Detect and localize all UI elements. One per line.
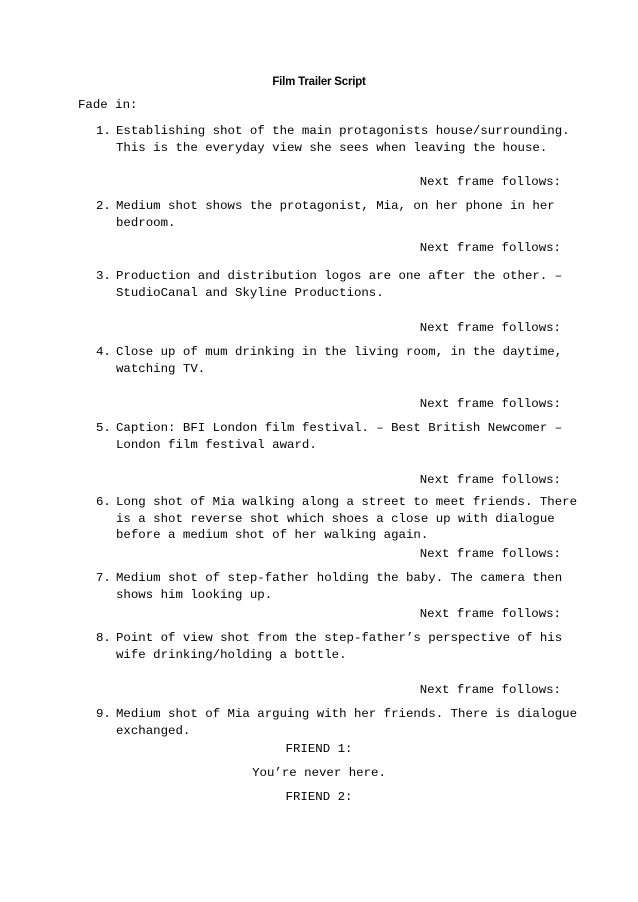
item-line: Long shot of Mia walking along a street to meet friends. There (116, 495, 578, 509)
item-line: Caption: BFI London film festival. – Best British Newcomer – (116, 421, 563, 435)
item-line: This is the everyday view she sees when leaving the house. (116, 140, 548, 155)
item-number: 2. (96, 199, 111, 213)
item-number: 8. (96, 631, 111, 645)
item-line: watching TV. (116, 361, 206, 376)
item-number: 3. (96, 269, 111, 283)
item-line: Medium shot shows the protagonist, Mia, on her phone in her (116, 199, 555, 213)
next-frame-label: Next frame follows: (419, 175, 561, 189)
dialogue-speaker: FRIEND 1: (285, 742, 353, 756)
next-frame-label: Next frame follows: (419, 683, 561, 697)
item-number: 5. (96, 421, 111, 435)
item-line: Medium shot of step-father holding the baby. The camera then (116, 571, 563, 585)
item-line: is a shot reverse shot which shoes a close up with dialogue (116, 511, 555, 526)
dialogue-line: You’re never here. (252, 766, 386, 780)
next-frame-label: Next frame follows: (419, 547, 561, 561)
next-frame-label: Next frame follows: (419, 607, 561, 621)
item-line: London film festival award. (116, 437, 317, 452)
item-line: before a medium shot of her walking again. (116, 528, 429, 542)
item-number: 9. (96, 707, 111, 721)
item-line: StudioCanal and Skyline Productions. (116, 285, 384, 300)
item-number: 7. (96, 571, 111, 585)
item-line: exchanged. (116, 723, 191, 738)
next-frame-label: Next frame follows: (419, 321, 561, 335)
next-frame-label: Next frame follows: (419, 473, 561, 487)
item-number: 6. (96, 495, 111, 509)
item-number: 4. (96, 345, 111, 359)
item-line: Medium shot of Mia arguing with her friends. There is dialogue (116, 707, 578, 721)
fade-in-text: Fade in: (78, 98, 138, 112)
next-frame-label: Next frame follows: (419, 241, 561, 255)
item-line: wife drinking/holding a bottle. (116, 647, 347, 662)
item-line: Establishing shot of the main protagonists house/surrounding. (116, 124, 570, 138)
item-number: 1. (96, 124, 111, 138)
item-line: Point of view shot from the step-father’s perspective of his (116, 631, 563, 645)
item-line: shows him looking up. (116, 587, 273, 602)
document-title: Film Trailer Script (272, 76, 366, 88)
next-frame-label: Next frame follows: (419, 397, 561, 411)
dialogue-speaker: FRIEND 2: (285, 790, 353, 804)
item-line: Production and distribution logos are one after the other. – (116, 269, 563, 283)
item-line: Close up of mum drinking in the living room, in the daytime, (116, 345, 563, 359)
item-line: bedroom. (116, 215, 176, 230)
